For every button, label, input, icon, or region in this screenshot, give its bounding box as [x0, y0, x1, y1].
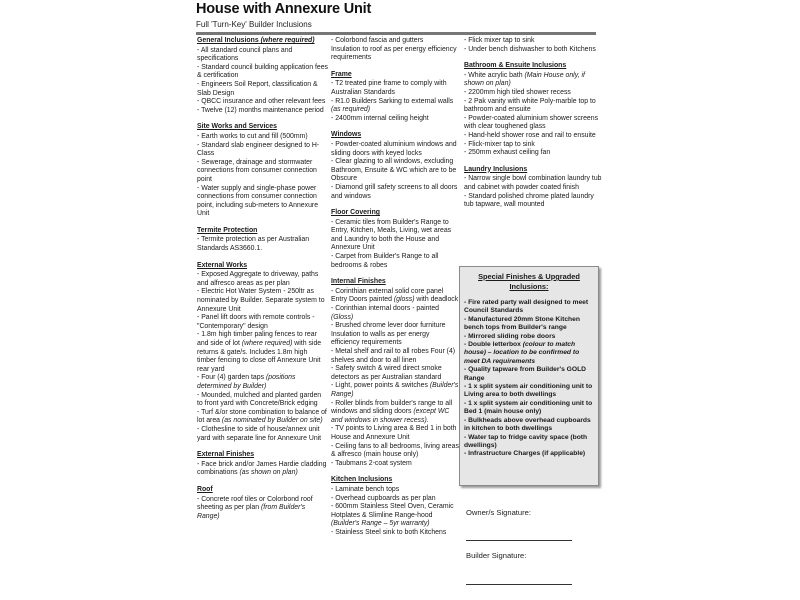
list-item: [331, 98, 459, 115]
item-text: - Mirrored sliding robe doors: [464, 332, 556, 340]
list-item: [331, 219, 459, 253]
item-text: - Safety switch & wired direct smoke detectors as per Australian standard: [331, 365, 442, 381]
list-item: [464, 98, 602, 115]
section-heading: [331, 476, 459, 485]
item-text: - Carpet from Builder's Range to all bedrooms & robes: [331, 253, 439, 269]
item-note: (Gloss): [331, 313, 354, 321]
special-finishes-list: [464, 299, 594, 459]
item-text: - Taubmans 2-coat system: [331, 459, 412, 467]
list-item: [464, 46, 602, 55]
list-item: [331, 80, 459, 97]
item-text: - Earth works to cut and fill (500mm): [197, 132, 308, 140]
item-text: General Inclusions: [197, 37, 259, 44]
list-item: [331, 486, 459, 495]
item-text: with side returns & gate/s. Includes 1.8m high timber fencing to close off Annexure Unit rear yard: [197, 340, 322, 373]
item-text: - Colorbond fascia and gutters: [331, 37, 424, 44]
item-text: Bathroom & Ensuite Inclusions: [464, 62, 567, 70]
item-note: (gloss): [393, 296, 415, 304]
inclusion-section: [331, 71, 459, 124]
list-item: [464, 341, 594, 366]
list-item: [331, 141, 459, 158]
item-text: Windows: [331, 131, 362, 139]
item-text: - Bulkheads above overhead cupboards in kitchen to both dwellings: [464, 416, 591, 433]
list-item: [197, 271, 328, 288]
item-text: - Standard polished chrome plated laundry tub tapware, wall mounted: [464, 192, 594, 209]
list-item: [331, 503, 459, 529]
section-heading: [197, 123, 328, 132]
item-text: - 2200mm high tiled shower recess: [464, 88, 571, 96]
item-note: (from Builder's Range): [197, 504, 306, 520]
list-item: [197, 47, 328, 64]
item-text: - R1.0 Builders Sarking to external walls: [331, 97, 454, 105]
list-item: [197, 133, 328, 142]
item-note: (positions determined by Builder): [197, 374, 296, 390]
item-text: Floor Covering: [331, 209, 381, 217]
item-text: - Water tap to fridge cavity space (both dwellings): [464, 433, 588, 449]
page-title: House with Annexure Unit: [196, 1, 372, 17]
item-text: - White acrylic bath: [464, 71, 525, 79]
list-item: [464, 450, 594, 458]
list-item: [197, 142, 328, 159]
item-note: (Builder's Range): [331, 382, 459, 398]
item-note: (except WC and windows in shower recess).: [331, 408, 450, 424]
item-text: - Quality tapware from Builder's GOLD Range: [464, 366, 586, 382]
list-item: [331, 495, 459, 504]
item-text: - Manufactured 20mm Stone Kitchen bench tops from Builder's range: [464, 315, 580, 332]
item-text: - Clear glazing to all windows, excluding Bathroom, Ensuite & WC which are to be Obscure: [331, 158, 457, 183]
item-text: - Mounded, mulched and planted garden to front yard with Concrete/Brick edging: [197, 391, 322, 408]
list-item: [464, 37, 602, 46]
list-item: [464, 132, 602, 141]
item-text: - Double letterbox: [464, 341, 523, 349]
item-text: - Four (4) garden taps: [197, 374, 266, 382]
list-item: [464, 89, 602, 98]
section-heading: [464, 62, 602, 71]
item-text: - Standard council building application fees & certification: [197, 63, 329, 80]
inclusion-section: [464, 166, 602, 210]
inclusion-section: [197, 451, 328, 478]
item-text: Frame: [331, 70, 352, 78]
list-item: [197, 107, 328, 116]
item-text: - 600mm Stainless Steel Oven, Ceramic Hotplates & Slimline Range-hood: [331, 503, 454, 519]
inclusion-section: [197, 227, 328, 254]
list-item: [464, 434, 594, 451]
item-text: with deadlock: [414, 296, 459, 304]
list-item: [331, 365, 459, 382]
inclusions-column-2: [331, 37, 459, 545]
item-text: Site Works and Services: [197, 123, 277, 131]
item-text: Kitchen Inclusions: [331, 476, 393, 484]
item-text: - Fire rated party wall designed to meet Council Standards: [464, 299, 589, 315]
list-item: [331, 253, 459, 270]
item-text: - Electric Hot Water System - 250ltr as nominated by Builder. Separate system to Annexure Unit: [197, 288, 325, 313]
list-item: [331, 158, 459, 184]
list-item: [331, 382, 459, 399]
list-item: [464, 366, 594, 383]
section-heading: [331, 71, 459, 80]
header-divider: [196, 32, 596, 35]
item-text: - Laminate bench tops: [331, 485, 400, 493]
item-text: - Sewerage, drainage and stormwater connections from consumer connection point: [197, 158, 317, 183]
item-text: - 2400mm internal ceiling height: [331, 114, 429, 122]
item-text: - Metal shelf and rail to all robes Four (4) shelves and door to all linen: [331, 348, 456, 364]
item-text: - 1 x split system air conditioning unit to Living area to both dwellings: [464, 383, 593, 399]
item-text: - Corinthian internal doors - painted: [331, 305, 440, 313]
item-text: - 1.8m high timber paling fences to rear and side of lot: [197, 331, 317, 347]
section-heading: [197, 37, 328, 46]
list-item: [331, 460, 459, 469]
item-text: - Flick-mixer tap to sink: [464, 140, 535, 148]
list-item: [197, 426, 328, 443]
list-item: [197, 81, 328, 98]
item-text: - Infrastructure Charges (if applicable): [464, 450, 586, 458]
item-note: (Builder's Range – 5yr warranty): [331, 520, 430, 528]
item-text: - Turf &/or stone combination to balance of lot area: [197, 408, 327, 425]
list-item: [331, 305, 459, 322]
item-text: Insulation to roof as per energy efficiency requirements: [331, 45, 457, 62]
item-text: - Powder-coated aluminium windows and sliding doors with keyed locks: [331, 140, 457, 157]
list-item: [197, 236, 328, 253]
list-item: [197, 331, 328, 374]
item-text: - Exposed Aggregate to driveway, paths and alfresco areas as per plan: [197, 271, 319, 287]
item-text: - Corinthian external solid core panel Entry Doors painted: [331, 287, 444, 304]
list-item: [464, 333, 594, 341]
list-item: [464, 141, 602, 150]
special-finishes-box: [459, 266, 599, 486]
section-heading: [331, 209, 459, 218]
owner-signature-line[interactable]: [466, 540, 572, 541]
list-item: [197, 374, 328, 391]
list-item: [464, 417, 594, 434]
section-heading: [197, 451, 328, 460]
list-item: [464, 115, 602, 132]
inclusion-section: [331, 209, 459, 270]
list-item: [464, 316, 594, 333]
section-heading: [464, 166, 602, 175]
item-text: - Twelve (12) months maintenance period: [197, 106, 324, 114]
list-item: [331, 443, 459, 460]
list-item: [464, 383, 594, 400]
inclusion-section: [464, 37, 602, 54]
inclusion-section: [464, 62, 602, 158]
item-note: (where required): [260, 37, 315, 44]
item-note: (Main House only, if shown on plan): [464, 71, 585, 88]
item-text: - Panel lift doors with remote controls - "Contemporary" design: [197, 314, 315, 330]
list-item: [197, 392, 328, 409]
list-item: [464, 299, 594, 316]
list-item: [464, 193, 602, 210]
item-text: - Diamond grill safety screens to all doors and windows: [331, 183, 458, 200]
item-text: - Water supply and single-phase power connections from consumer connection point, including sub-meters to Annexure Unit: [197, 184, 319, 218]
item-text: Roof: [197, 485, 213, 493]
list-item: [197, 409, 328, 426]
list-item: [331, 529, 459, 538]
section-heading: [331, 131, 459, 140]
section-heading: [331, 278, 459, 287]
item-text: - Termite protection as per Australian Standards AS3660.1.: [197, 236, 310, 253]
inclusion-section: [197, 262, 328, 443]
list-item: [331, 288, 459, 305]
special-finishes-title: Special Finishes & Upgraded Inclusions:: [478, 272, 580, 291]
inclusion-section: [331, 131, 459, 201]
item-text: - T2 treated pine frame to comply with Australian Standards: [331, 80, 447, 96]
item-note: (where required): [241, 340, 293, 347]
list-item: [331, 37, 459, 46]
item-text: - QBCC insurance and other relevant fees: [197, 98, 326, 106]
list-item: [331, 115, 459, 124]
list-item: [197, 185, 328, 219]
item-text: - Light, power points & switches: [331, 382, 430, 390]
item-text: - Narrow single bowl combination laundry tub and cabinet with powder coated finish: [464, 175, 602, 191]
list-item: [331, 46, 459, 63]
list-item: [197, 98, 328, 107]
item-text: - Ceramic tiles from Builder's Range to Entry, Kitchen, Meals, Living, wet areas and Laundry to both the House and Annexure Unit: [331, 218, 452, 252]
inclusion-section: [331, 278, 459, 468]
list-item: [331, 322, 459, 348]
list-item: [197, 64, 328, 81]
list-item: [197, 461, 328, 478]
item-note: (as required): [331, 106, 371, 114]
item-text: - Powder-coated aluminium shower screens with clear toughened glass: [464, 114, 599, 131]
inclusion-section: [197, 486, 328, 521]
item-text: Internal Finishes: [331, 278, 386, 286]
list-item: [197, 288, 328, 314]
list-item: [464, 72, 602, 89]
inclusions-column-1: [197, 37, 328, 529]
item-text: - Clothesline to side of house/annex unit yard with separate line for Annexure Unit: [197, 425, 322, 442]
item-text: External Finishes: [197, 451, 255, 459]
item-text: - Roller blinds from builder's range to all windows and sliding doors: [331, 399, 453, 416]
builder-signature-line[interactable]: [466, 584, 572, 585]
builder-signature-label: Builder Signature:: [466, 551, 527, 560]
item-text: - 2 Pak vanity with white Poly-marble top to bathroom and ensuite: [464, 97, 596, 114]
list-item: [464, 175, 602, 192]
list-item: [464, 400, 594, 417]
list-item: [331, 425, 459, 442]
item-text: - Hand-held shower rose and rail to ensuite: [464, 131, 596, 139]
item-text: Laundry Inclusions: [464, 165, 528, 173]
inclusion-section: [197, 123, 328, 219]
list-item: [197, 496, 328, 522]
item-text: - Face brick and/or James Hardie cladding combinations: [197, 460, 327, 477]
item-text: - Standard slab engineer designed to H-Class: [197, 141, 320, 158]
inclusion-section: [331, 476, 459, 537]
section-heading: [197, 227, 328, 236]
section-heading: [197, 486, 328, 495]
item-text: - 1 x split system air conditioning unit to Bed 1 (main house only): [464, 399, 593, 416]
inclusion-section: [197, 37, 328, 115]
inclusion-section: [331, 37, 459, 63]
inclusions-column-3: [464, 37, 602, 218]
list-item: [331, 348, 459, 365]
list-item: [197, 159, 328, 185]
owner-signature-label: Owner/s Signature:: [466, 508, 531, 517]
item-note: (as shown on plan): [239, 469, 298, 477]
item-text: - Stainless Steel sink to both Kitchens: [331, 528, 447, 536]
item-text: - 250mm exhaust ceiling fan: [464, 149, 551, 157]
list-item: [197, 314, 328, 331]
list-item: [331, 184, 459, 201]
item-text: - All standard council plans and specifications: [197, 46, 293, 63]
item-text: - Brushed chrome lever door furniture Insulation to walls as per energy efficiency requirements: [331, 322, 446, 347]
section-heading: [197, 262, 328, 271]
item-text: - Under bench dishwasher to both Kitchens: [464, 45, 596, 53]
item-text: - Overhead cupboards as per plan: [331, 494, 436, 502]
item-note: (colour to match house) – location to be confirmed to meet DA requirements: [464, 341, 580, 365]
item-text: - TV points to Living area & Bed 1 in both House and Annexure Unit: [331, 425, 457, 441]
list-item: [331, 400, 459, 426]
item-text: - Concrete roof tiles or Colorbond roof sheeting as per plan: [197, 495, 313, 512]
list-item: [464, 149, 602, 158]
item-text: Termite Protection: [197, 226, 258, 234]
item-note: (as nominated by Builder on site): [221, 417, 323, 425]
item-text: - Ceiling fans to all bedrooms, living areas & alfresco (main house only): [331, 442, 459, 459]
item-text: - Flick mixer tap to sink: [464, 37, 535, 44]
item-text: External Works: [197, 261, 248, 269]
item-text: - Engineers Soil Report, classification & Slab Design: [197, 80, 318, 97]
page-subtitle: Full 'Turn-Key' Builder Inclusions: [196, 20, 312, 29]
